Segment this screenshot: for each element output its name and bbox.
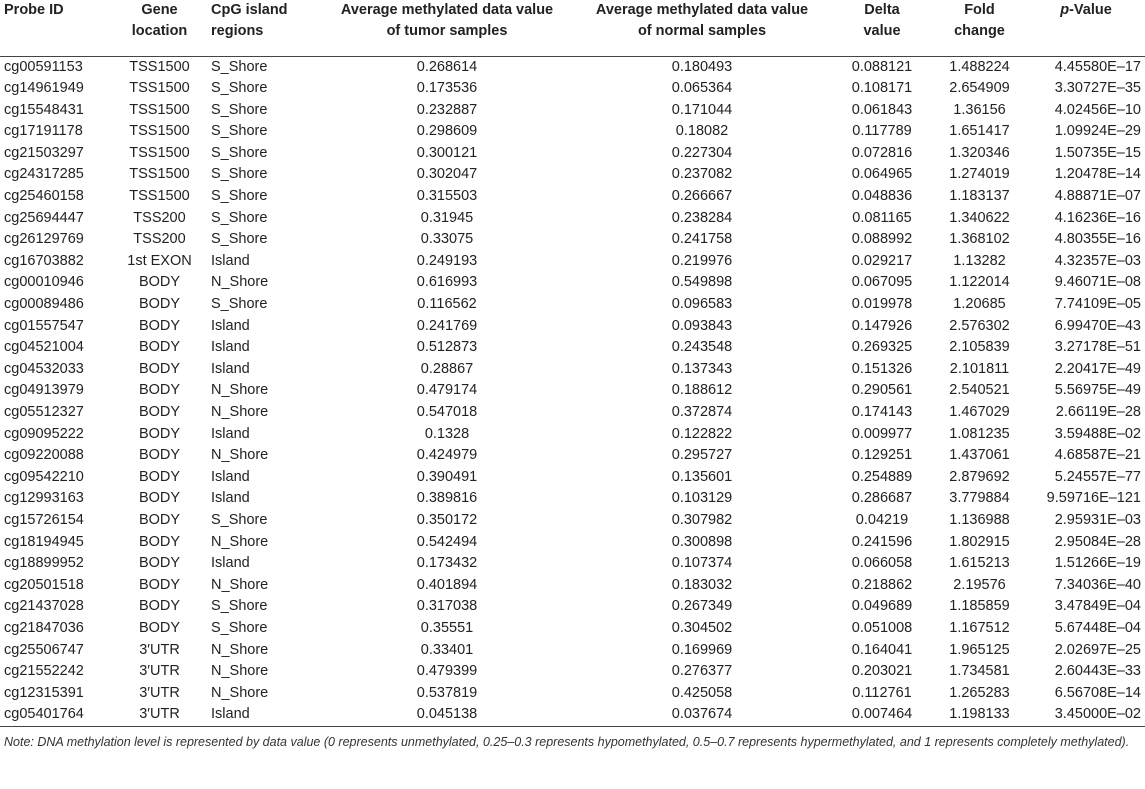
cell-probe-id: cg09095222: [4, 425, 84, 442]
table-row: [0, 100, 1145, 122]
cell-fold-change: 1.36156: [953, 101, 1006, 118]
cell-avg-tumor: 0.173536: [416, 80, 478, 97]
cell-fold-change: 1.467029: [949, 404, 1010, 420]
cell-probe-id: cg09542210: [4, 468, 84, 485]
cell-fold-change: 1.13282: [953, 252, 1006, 269]
cell-gene-location: TSS1500: [129, 188, 190, 205]
cell-p-value: 9.46071E–08: [1054, 274, 1141, 291]
cell-fold-change: 1.198133: [932, 704, 1027, 726]
cell-gene-location: BODY: [138, 425, 181, 442]
cell-delta: 0.051008: [851, 619, 913, 636]
cell-probe-id: cg12315391: [4, 684, 84, 701]
cell-probe-id: cg26129769: [4, 231, 84, 248]
cell-fold-change: 1.340622: [949, 209, 1010, 226]
cell-avg-normal: 0.238284: [671, 209, 733, 226]
cell-avg-tumor: 0.31945: [420, 209, 474, 226]
cell-delta: 0.203021: [851, 663, 913, 680]
cell-cpg-region: S_Shore: [211, 296, 268, 313]
cell-avg-tumor: 0.424979: [416, 447, 478, 464]
cell-cpg-region: N_Shore: [211, 404, 269, 420]
cell-delta: 0.088121: [851, 58, 913, 75]
cell-cpg-region: Island: [207, 704, 322, 726]
cell-delta: 0.04219: [855, 511, 909, 528]
cell-avg-normal: 0.183032: [671, 576, 733, 593]
cell-gene-location: BODY: [138, 511, 181, 528]
cell-avg-normal: 0.107374: [671, 555, 733, 572]
cell-probe-id: cg01557547: [4, 317, 84, 334]
cell-probe-id: cg25460158: [4, 188, 84, 205]
cell-gene-location: TSS1500: [129, 58, 190, 75]
table-row: [0, 164, 1145, 186]
cell-cpg-region: N_Shore: [211, 684, 269, 701]
cell-cpg-region: Island: [211, 490, 250, 507]
header-avg-normal: Average methylated data value of normal samples: [595, 2, 809, 39]
cell-cpg-region: Island: [211, 360, 250, 377]
table-row: [0, 121, 1145, 143]
header-cpg-island-regions: CpG island regions: [211, 2, 288, 39]
cell-cpg-region: S_Shore: [211, 209, 268, 226]
cell-gene-location: BODY: [138, 468, 181, 485]
cell-gene-location: BODY: [138, 576, 181, 593]
cell-fold-change: 2.19576: [953, 576, 1006, 593]
cell-fold-change: 2.105839: [949, 339, 1010, 356]
cell-fold-change: 1.734581: [949, 663, 1010, 680]
cell-delta: 0.286687: [851, 490, 913, 507]
cell-fold-change: 1.368102: [949, 231, 1010, 248]
cell-avg-normal: 0.137343: [671, 360, 733, 377]
cell-avg-tumor: 0.298609: [416, 123, 478, 140]
header-p-value: p-Value: [1060, 2, 1112, 18]
cell-delta: 0.147926: [851, 317, 913, 334]
cell-delta: 0.081165: [852, 209, 912, 226]
cell-fold-change: 2.654909: [949, 80, 1010, 97]
cell-probe-id: cg00591153: [4, 58, 83, 75]
cell-p-value: 3.59488E–02: [1054, 425, 1141, 442]
cell-delta: 0.112761: [852, 684, 912, 701]
cell-avg-normal: 0.372874: [671, 404, 733, 420]
cell-cpg-region: N_Shore: [211, 663, 269, 680]
table-row: [0, 402, 1145, 424]
cell-avg-normal: 0.549898: [671, 274, 733, 291]
cell-fold-change: 1.20685: [953, 296, 1006, 313]
cell-fold-change: 1.320346: [949, 144, 1010, 161]
cell-avg-normal: 0.093843: [671, 317, 733, 334]
cell-gene-location: BODY: [138, 598, 181, 615]
cell-cpg-region: S_Shore: [211, 231, 268, 248]
cell-p-value: 2.95931E–03: [1054, 511, 1141, 528]
cell-fold-change: 1.185859: [949, 598, 1010, 615]
cell-gene-location: 1st EXON: [127, 252, 192, 269]
cell-avg-normal: 0.180493: [671, 58, 733, 75]
cell-cpg-region: Island: [211, 555, 250, 572]
cell-avg-normal: 0.295727: [671, 447, 733, 464]
cell-delta: 0.066058: [851, 555, 913, 572]
cell-fold-change: 3.779884: [949, 490, 1010, 507]
cell-delta: 0.241596: [851, 533, 913, 550]
cell-probe-id: cg00010946: [4, 274, 84, 291]
cell-avg-tumor: 0.479399: [416, 663, 478, 680]
cell-delta: 0.072816: [851, 144, 913, 161]
cell-gene-location: TSS200: [133, 231, 186, 248]
cell-delta: 0.067095: [851, 274, 913, 291]
cell-p-value: 4.32357E–03: [1054, 252, 1141, 269]
table-row: [0, 467, 1145, 489]
cell-avg-normal: 0.169969: [671, 641, 733, 658]
cell-avg-normal: 0.065364: [671, 80, 733, 97]
cell-cpg-region: N_Shore: [211, 447, 269, 464]
cell-delta: 0.061843: [851, 101, 913, 118]
cell-delta: 0.108171: [851, 80, 913, 97]
cell-p-value: 1.51266E–19: [1054, 555, 1141, 572]
cell-gene-location: 3′UTR: [139, 641, 180, 658]
cell-p-value: 1.50735E–15: [1054, 144, 1141, 161]
cell-avg-tumor: 0.317038: [416, 598, 478, 615]
table-row: [0, 316, 1145, 338]
table-row: [0, 445, 1145, 467]
cell-p-value: 2.02697E–25: [1054, 641, 1141, 658]
cell-probe-id: cg05401764: [0, 704, 112, 726]
cell-fold-change: 1.081235: [949, 425, 1010, 442]
cell-gene-location: 3′UTR: [139, 663, 180, 680]
cell-gene-location: TSS1500: [129, 123, 190, 140]
cell-fold-change: 2.540521: [949, 382, 1010, 399]
header-avg-tumor: Average methylated data value of tumor samples: [340, 2, 554, 39]
cell-gene-location: BODY: [138, 339, 181, 356]
cell-probe-id: cg04913979: [4, 382, 84, 399]
cell-avg-normal: 0.425058: [671, 684, 733, 701]
table-row: [0, 229, 1145, 251]
cell-avg-normal: 0.103129: [671, 490, 733, 507]
cell-avg-tumor: 0.045138: [322, 704, 572, 726]
cell-gene-location: BODY: [138, 274, 181, 291]
cell-delta: 0.218862: [851, 576, 913, 593]
cell-probe-id: cg12993163: [4, 490, 84, 507]
cell-cpg-region: N_Shore: [211, 274, 269, 291]
cell-cpg-region: Island: [211, 252, 250, 269]
cell-gene-location: BODY: [138, 317, 181, 334]
cell-p-value: 4.02456E–10: [1054, 101, 1141, 118]
cell-p-value: 6.99470E–43: [1054, 317, 1141, 334]
cell-avg-normal: 0.122822: [671, 425, 733, 442]
cell-avg-normal: 0.241758: [671, 231, 733, 248]
cell-avg-tumor: 0.300121: [416, 144, 478, 161]
table-row: [0, 704, 1145, 726]
cell-avg-normal: 0.037674: [572, 704, 832, 726]
cell-delta: 0.049689: [851, 598, 913, 615]
cell-gene-location: BODY: [138, 447, 181, 464]
cell-cpg-region: S_Shore: [211, 188, 268, 205]
cell-p-value: 2.95084E–28: [1054, 533, 1141, 550]
cell-avg-tumor: 0.350172: [416, 511, 478, 528]
cell-gene-location: TSS200: [133, 209, 186, 226]
cell-p-value: 3.47849E–04: [1054, 598, 1141, 615]
cell-probe-id: cg15726154: [4, 511, 84, 528]
table-header: [0, 0, 1145, 56]
cell-p-value: 1.09924E–29: [1054, 123, 1141, 140]
cell-gene-location: 3′UTR: [139, 684, 180, 701]
cell-avg-normal: 0.243548: [671, 339, 733, 356]
cell-fold-change: 2.879692: [949, 468, 1010, 485]
cell-avg-normal: 0.171044: [671, 101, 733, 118]
cell-cpg-region: Island: [211, 339, 250, 356]
cell-avg-tumor: 0.401894: [416, 576, 478, 593]
cell-p-value: 7.34036E–40: [1054, 576, 1141, 593]
cell-p-value: 6.56708E–14: [1054, 684, 1141, 701]
cell-avg-normal: 0.267349: [671, 598, 733, 615]
cell-delta: 0.029217: [851, 252, 913, 269]
cell-avg-tumor: 0.249193: [416, 252, 478, 269]
cell-avg-normal: 0.237082: [671, 166, 733, 183]
cell-avg-tumor: 0.389816: [416, 490, 478, 507]
table-row: [0, 272, 1145, 294]
cell-probe-id: cg16703882: [4, 252, 84, 269]
cell-avg-normal: 0.219976: [671, 252, 733, 269]
cell-fold-change: 1.802915: [949, 533, 1010, 550]
cell-delta: 0.048836: [851, 188, 913, 205]
cell-delta: 0.151326: [851, 360, 913, 377]
cell-delta: 0.129251: [851, 447, 913, 464]
cell-cpg-region: Island: [211, 425, 250, 442]
table-row: [0, 575, 1145, 597]
cell-avg-tumor: 0.315503: [416, 188, 478, 205]
cell-p-value: 3.45000E–02: [1027, 704, 1145, 726]
cell-gene-location: TSS1500: [129, 144, 190, 161]
cell-probe-id: cg04532033: [4, 360, 84, 377]
cell-avg-tumor: 0.542494: [416, 533, 478, 550]
cell-avg-normal: 0.266667: [671, 188, 733, 205]
cell-cpg-region: S_Shore: [211, 166, 268, 183]
table-row: [0, 359, 1145, 381]
cell-fold-change: 1.122014: [949, 274, 1010, 291]
table-body: [0, 56, 1145, 726]
cell-p-value: 9.59716E–121: [1046, 490, 1141, 507]
cell-delta: 0.174143: [851, 404, 913, 420]
cell-probe-id: cg04521004: [4, 339, 84, 356]
cell-gene-location: BODY: [138, 382, 181, 399]
cell-delta: 0.290561: [851, 382, 913, 399]
cell-probe-id: cg21437028: [4, 598, 84, 615]
cell-cpg-region: S_Shore: [211, 80, 268, 97]
cell-gene-location: BODY: [138, 360, 181, 377]
cell-probe-id: cg09220088: [4, 447, 84, 464]
cell-avg-normal: 0.18082: [675, 123, 729, 140]
table-row: [0, 640, 1145, 662]
cell-avg-normal: 0.300898: [671, 533, 733, 550]
table-row: [0, 618, 1145, 640]
cell-gene-location: BODY: [138, 555, 181, 572]
cell-delta: 0.019978: [851, 296, 913, 313]
cell-p-value: 5.67448E–04: [1054, 619, 1141, 636]
cell-avg-tumor: 0.33401: [420, 641, 474, 658]
cell-avg-tumor: 0.616993: [416, 274, 478, 291]
cell-avg-tumor: 0.512873: [416, 339, 478, 356]
cell-cpg-region: N_Shore: [211, 382, 269, 399]
cell-p-value: 4.88871E–07: [1054, 188, 1141, 205]
cell-avg-tumor: 0.547018: [416, 404, 478, 420]
cell-gene-location: BODY: [138, 490, 181, 507]
cell-avg-tumor: 0.268614: [416, 58, 478, 75]
table-row: [0, 78, 1145, 100]
cell-cpg-region: N_Shore: [211, 641, 269, 658]
cell-p-value: 4.16236E–16: [1054, 209, 1141, 226]
cell-p-value: 5.24557E–77: [1054, 468, 1141, 485]
cell-p-value: 1.20478E–14: [1054, 166, 1141, 183]
cell-cpg-region: Island: [211, 468, 250, 485]
cell-fold-change: 1.965125: [949, 641, 1010, 658]
table-row: [0, 56, 1145, 78]
cell-cpg-region: S_Shore: [211, 123, 268, 140]
table-row: [0, 661, 1145, 683]
cell-gene-location: TSS1500: [129, 101, 190, 118]
cell-p-value: 2.60443E–33: [1054, 663, 1141, 680]
cell-avg-tumor: 0.116562: [417, 296, 477, 313]
cell-avg-normal: 0.135601: [671, 468, 733, 485]
cell-gene-location: BODY: [138, 404, 181, 420]
cell-probe-id: cg25506747: [4, 641, 84, 658]
cell-cpg-region: S_Shore: [211, 511, 268, 528]
table-row: [0, 208, 1145, 230]
cell-fold-change: 1.274019: [949, 166, 1010, 183]
table-note: Note: DNA methylation level is represented by data value (0 represents unmethylated, 0.25–0.3 represents hypomethylated, 0.5–0.7 represents hypermethylated, and 1 represents completely methylated).: [4, 734, 1130, 749]
cell-avg-tumor: 0.241769: [416, 317, 478, 334]
cell-cpg-region: S_Shore: [211, 598, 268, 615]
cell-delta: 0.009977: [851, 425, 913, 442]
cell-avg-tumor: 0.35551: [420, 619, 474, 636]
cell-probe-id: cg20501518: [4, 576, 84, 593]
cell-avg-tumor: 0.28867: [420, 360, 474, 377]
cell-avg-tumor: 0.302047: [416, 166, 478, 183]
cell-avg-tumor: 0.390491: [416, 468, 478, 485]
cell-gene-location: TSS1500: [129, 166, 190, 183]
header-probe-id: Probe ID: [4, 2, 64, 18]
cell-gene-location: 3′UTR: [112, 704, 207, 726]
cell-p-value: 2.66119E–28: [1055, 404, 1141, 420]
cell-delta: 0.064965: [851, 166, 913, 183]
cell-gene-location: BODY: [138, 296, 181, 313]
cell-avg-normal: 0.188612: [671, 382, 733, 399]
cell-cpg-region: S_Shore: [211, 101, 268, 118]
table-row: [0, 380, 1145, 402]
cell-fold-change: 2.101811: [949, 360, 1010, 377]
cell-p-value: 5.56975E–49: [1054, 382, 1141, 399]
table-row: [0, 337, 1145, 359]
cell-avg-tumor: 0.232887: [416, 101, 478, 118]
cell-probe-id: cg25694447: [4, 209, 84, 226]
cell-fold-change: 1.488224: [949, 58, 1010, 75]
cell-cpg-region: S_Shore: [211, 144, 268, 161]
table-row: [0, 510, 1145, 532]
table-row: [0, 683, 1145, 705]
header-delta-value: Delta value: [863, 2, 901, 39]
cell-gene-location: BODY: [138, 533, 181, 550]
cell-fold-change: 1.265283: [949, 684, 1010, 701]
cell-delta: 0.164041: [851, 641, 913, 658]
cell-avg-tumor: 0.1328: [424, 425, 470, 442]
cell-cpg-region: N_Shore: [211, 576, 269, 593]
cell-fold-change: 1.651417: [949, 123, 1010, 140]
header-fold-change: Fold change: [954, 2, 1005, 39]
cell-p-value: 4.45580E–17: [1054, 58, 1141, 75]
cell-p-value: 4.80355E–16: [1054, 231, 1141, 248]
cell-delta: 0.117789: [852, 123, 912, 140]
cell-fold-change: 2.576302: [949, 317, 1010, 334]
cell-probe-id: cg18194945: [4, 533, 84, 550]
cell-avg-normal: 0.227304: [671, 144, 733, 161]
cell-cpg-region: S_Shore: [211, 58, 268, 75]
cell-p-value: 2.20417E–49: [1054, 360, 1141, 377]
table-row: [0, 186, 1145, 208]
table-row: [0, 294, 1145, 316]
cell-probe-id: cg14961949: [4, 80, 84, 97]
cell-delta: 0.088992: [851, 231, 913, 248]
cell-fold-change: 1.437061: [949, 447, 1010, 464]
cell-fold-change: 1.615213: [949, 555, 1010, 572]
header-gene-location: Gene location: [131, 2, 188, 39]
cell-probe-id: cg17191178: [4, 123, 83, 140]
cell-p-value: 3.30727E–35: [1054, 80, 1141, 97]
cell-cpg-region: Island: [211, 317, 250, 334]
cell-delta: 0.269325: [851, 339, 913, 356]
cell-probe-id: cg05512327: [4, 404, 84, 420]
cell-avg-tumor: 0.173432: [416, 555, 478, 572]
cell-probe-id: cg21503297: [4, 144, 84, 161]
cell-avg-tumor: 0.537819: [416, 684, 478, 701]
table-row: [0, 143, 1145, 165]
cell-gene-location: TSS1500: [129, 80, 190, 97]
table-row: [0, 251, 1145, 273]
cell-probe-id: cg00089486: [4, 296, 84, 313]
cell-avg-tumor: 0.33075: [420, 231, 474, 248]
cell-avg-normal: 0.307982: [671, 511, 733, 528]
table-row: [0, 488, 1145, 510]
table-row: [0, 424, 1145, 446]
cell-delta: 0.007464: [832, 704, 932, 726]
cell-avg-normal: 0.304502: [671, 619, 733, 636]
cell-cpg-region: N_Shore: [211, 533, 269, 550]
cell-probe-id: cg15548431: [4, 101, 84, 118]
cell-probe-id: cg24317285: [4, 166, 84, 183]
cell-avg-normal: 0.096583: [671, 296, 733, 313]
table-row: [0, 596, 1145, 618]
cell-probe-id: cg21847036: [4, 619, 84, 636]
cell-fold-change: 1.167512: [949, 619, 1010, 636]
table-row: [0, 532, 1145, 554]
cell-p-value: 7.74109E–05: [1054, 296, 1141, 313]
cell-delta: 0.254889: [851, 468, 913, 485]
cell-fold-change: 1.136988: [949, 511, 1010, 528]
cell-avg-tumor: 0.479174: [416, 382, 478, 399]
cell-probe-id: cg18899952: [4, 555, 84, 572]
table-row: [0, 553, 1145, 575]
cell-gene-location: BODY: [138, 619, 181, 636]
cell-fold-change: 1.183137: [949, 188, 1010, 205]
cell-avg-normal: 0.276377: [671, 663, 733, 680]
cell-p-value: 3.27178E–51: [1054, 339, 1141, 356]
cell-cpg-region: S_Shore: [211, 619, 268, 636]
cell-probe-id: cg21552242: [4, 663, 84, 680]
cell-p-value: 4.68587E–21: [1054, 447, 1141, 464]
